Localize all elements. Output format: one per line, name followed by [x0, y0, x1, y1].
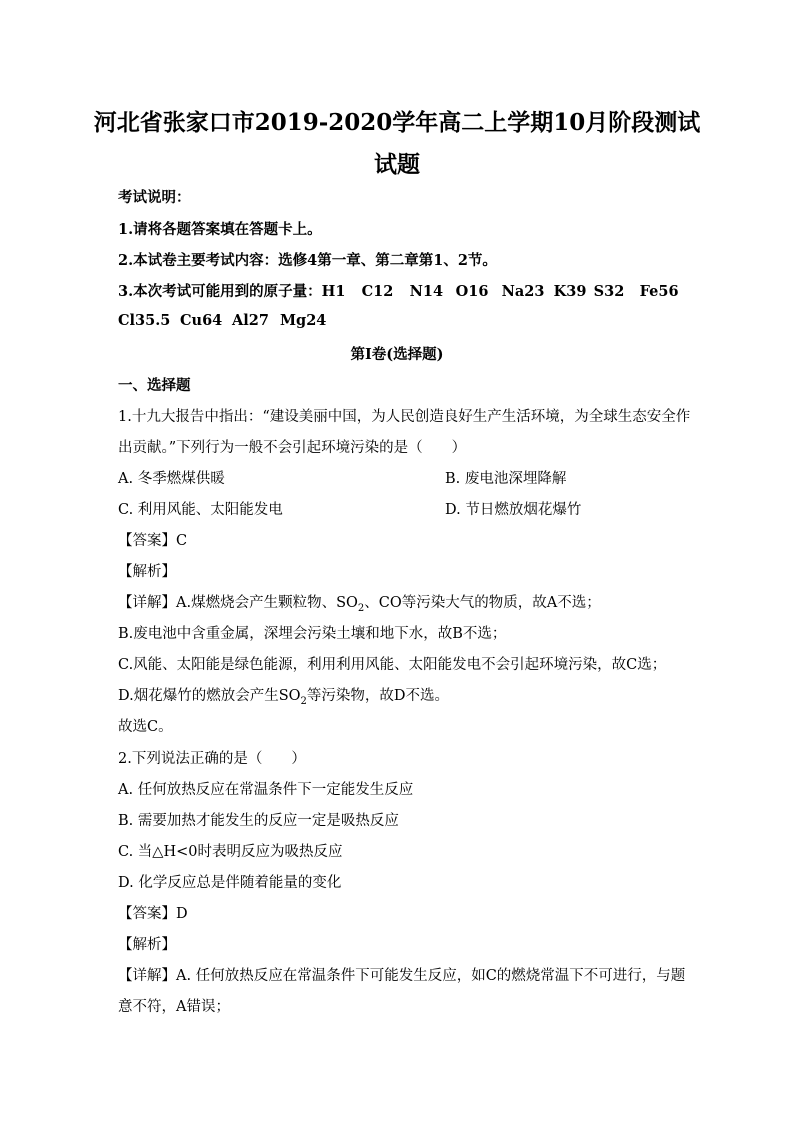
exam-notes-heading: 考试说明：	[118, 189, 191, 206]
atom-mass: H1	[321, 283, 346, 300]
question-1-analysis-label: 【解析】	[118, 564, 176, 580]
question-1-option-c: C. 利用风能、太阳能发电	[118, 502, 283, 518]
question-1-stem-continued: 出贡献。”下列行为一般不会引起环境污染的是（ ）	[118, 440, 467, 456]
atom-mass: O16	[455, 283, 489, 300]
atom-mass: Fe56	[639, 283, 679, 300]
atom-mass: S32	[593, 283, 625, 300]
atom-mass: C12	[361, 283, 394, 300]
document-title-continued: 试题	[374, 151, 420, 178]
question-1-detail-b: B.废电池中含重金属，深埋会污染土壤和地下水，故B不选；	[118, 626, 507, 642]
exam-note-3	[118, 280, 679, 301]
question-1-option-a: A. 冬季燃煤供暖	[118, 471, 225, 487]
atom-mass: Cl35.5	[118, 312, 171, 329]
question-1-option-d: D. 节日燃放烟花爆竹	[445, 502, 582, 518]
question-1-option-b: B. 废电池深埋降解	[445, 471, 567, 487]
exam-note-3-label: 3.本次考试可能用到的原子量：	[118, 283, 322, 300]
atom-mass: Mg24	[280, 312, 327, 329]
detail-text: 等污染物，故D不选。	[306, 688, 450, 704]
question-1-answer: 【答案】C	[118, 533, 188, 549]
question-2-option-b: B. 需要加热才能发生的反应一定是吸热反应	[118, 813, 399, 829]
part-title: 第I卷(选择题)	[350, 346, 444, 363]
detail-text: 【详解】A.煤燃烧会产生颗粒物、SO	[118, 595, 358, 611]
question-2-detail: 【详解】A. 任何放热反应在常温条件下可能发生反应，如C的燃烧常温下不可进行，与题	[118, 968, 686, 984]
detail-text: D.烟花爆竹的燃放会产生SO	[118, 688, 301, 704]
question-2-detail-continued: 意不符，A错误；	[118, 999, 230, 1015]
question-2-option-d: D. 化学反应总是伴随着能量的变化	[118, 875, 342, 891]
atom-mass: Cu64	[180, 312, 223, 329]
subscript: 2	[300, 695, 307, 707]
question-1-detail	[118, 591, 601, 614]
question-2-answer: 【答案】D	[118, 906, 188, 922]
exam-note-1: 1.请将各题答案填在答题卡上。	[118, 221, 322, 238]
detail-text: 、CO等污染大气的物质，故A不选；	[364, 595, 601, 611]
exam-note-3-continued	[118, 312, 326, 329]
question-2-stem: 2.下列说法正确的是（ ）	[118, 751, 306, 767]
question-1-conclusion: 故选C。	[118, 719, 173, 735]
question-1-detail-c: C.风能、太阳能是绿色能源，利用利用风能、太阳能发电不会引起环境污染，故C选；	[118, 657, 667, 673]
question-2-analysis-label: 【解析】	[118, 937, 176, 953]
exam-note-2: 2.本试卷主要考试内容：选修4第一章、第二章第1、2节。	[118, 252, 497, 269]
question-2-option-c: C. 当△H<0时表明反应为吸热反应	[118, 844, 343, 860]
section-title: 一、选择题	[118, 377, 191, 394]
atom-mass: N14	[409, 283, 444, 300]
question-2-option-a: A. 任何放热反应在常温条件下一定能发生反应	[118, 782, 414, 798]
question-1-detail-d	[118, 684, 449, 707]
subscript: 2	[357, 602, 365, 614]
atom-mass: Na23	[501, 283, 545, 300]
atom-mass: Al27	[232, 312, 269, 329]
atom-mass: K39	[553, 283, 587, 300]
document-title: 河北省张家口市2019-2020学年高二上学期10月阶段测试	[93, 109, 701, 136]
question-1-stem: 1.十九大报告中指出：“建设美丽中国，为人民创造良好生产生活环境，为全球生态安全作	[118, 409, 691, 425]
